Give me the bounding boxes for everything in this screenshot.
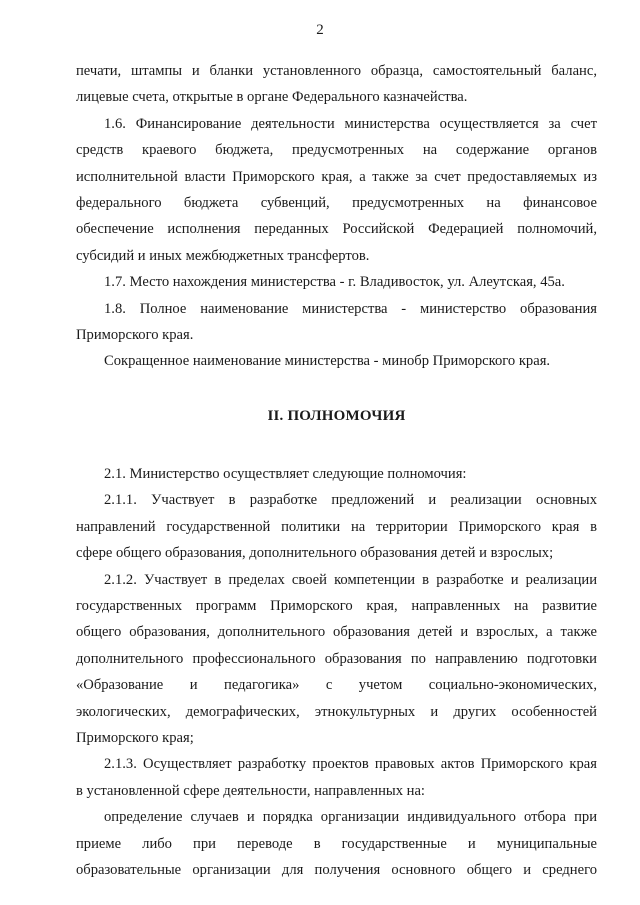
- paragraph: [76, 296, 597, 349]
- paragraph: [76, 58, 597, 111]
- text-line: сфере общего образования, дополнительного образования детей и взрослых;: [76, 545, 554, 562]
- text-line: печати, штампы и бланки установленного образца, самостоятельный баланс,: [76, 63, 597, 79]
- text-line: средств краевого бюджета, предусмотренных на содержание органов: [76, 142, 597, 159]
- text-line: образовательные организации для получения основного общего и среднего: [76, 861, 597, 878]
- paragraph: [76, 348, 597, 374]
- text-line: 1.8. Полное наименование министерства - министерство образования: [104, 300, 597, 317]
- text-line: направлений государственной политики на территории Приморского края в: [76, 518, 597, 535]
- text-line: «Образование и педагогика» с учетом социально-экономических,: [76, 677, 597, 694]
- text-line: Сокращенное наименование министерства - минобр Приморского края.: [104, 353, 551, 370]
- text-line: Приморского края;: [76, 729, 194, 746]
- paragraph: [76, 487, 597, 566]
- paragraph: [76, 567, 597, 752]
- paragraph: [76, 269, 597, 295]
- text-line: федерального бюджета субвенций, предусмотренных на финансовое: [76, 195, 597, 212]
- document-body: [76, 58, 597, 883]
- text-line: экологических, демографических, этнокультурных и других особенностей: [76, 703, 597, 720]
- section-two-powers: [76, 461, 597, 884]
- text-line: обеспечение исполнения переданных Российской Федерацией полномочий,: [76, 221, 597, 238]
- text-line: 1.7. Место нахождения министерства - г. Владивосток, ул. Алеутская, 45а.: [104, 274, 565, 291]
- text-line: исполнительной власти Приморского края, а также за счет предоставляемых из: [76, 168, 597, 185]
- text-line: 1.6. Финансирование деятельности министерства осуществляется за счет: [104, 115, 597, 132]
- section-one-tail: [76, 58, 597, 375]
- text-line: лицевые счета, открытые в органе Федерального казначейства.: [76, 89, 468, 106]
- text-line: 2.1.1. Участвует в разработке предложений и реализации основных: [104, 492, 597, 509]
- text-line: государственных программ Приморского края, направленных на развитие: [76, 597, 597, 614]
- page-number: 2: [316, 22, 324, 38]
- paragraph: [76, 751, 597, 804]
- text-line: Приморского края.: [76, 327, 194, 344]
- paragraph: [76, 461, 597, 487]
- text-line: приеме либо при переводе в государственные и муниципальные: [76, 835, 597, 852]
- text-line: дополнительного профессионального образования по направлению подготовки: [76, 650, 597, 667]
- text-line: 2.1.3. Осуществляет разработку проектов правовых актов Приморского края: [104, 756, 597, 773]
- paragraph: [76, 804, 597, 883]
- text-line: 2.1.2. Участвует в пределах своей компетенции в разработке и реализации: [104, 571, 597, 588]
- text-line: общего образования, дополнительного образования детей и взрослых, а также: [76, 624, 597, 641]
- paragraph: [76, 111, 597, 269]
- section-heading: II. ПОЛНОМОЧИЯ: [267, 407, 406, 424]
- text-line: 2.1. Министерство осуществляет следующие полномочия:: [104, 465, 467, 482]
- text-line: определение случаев и порядка организации индивидуального отбора при: [104, 809, 597, 826]
- text-line: в установленной сфере деятельности, направленных на:: [76, 782, 425, 799]
- text-line: субсидий и иных межбюджетных трансфертов.: [76, 247, 370, 264]
